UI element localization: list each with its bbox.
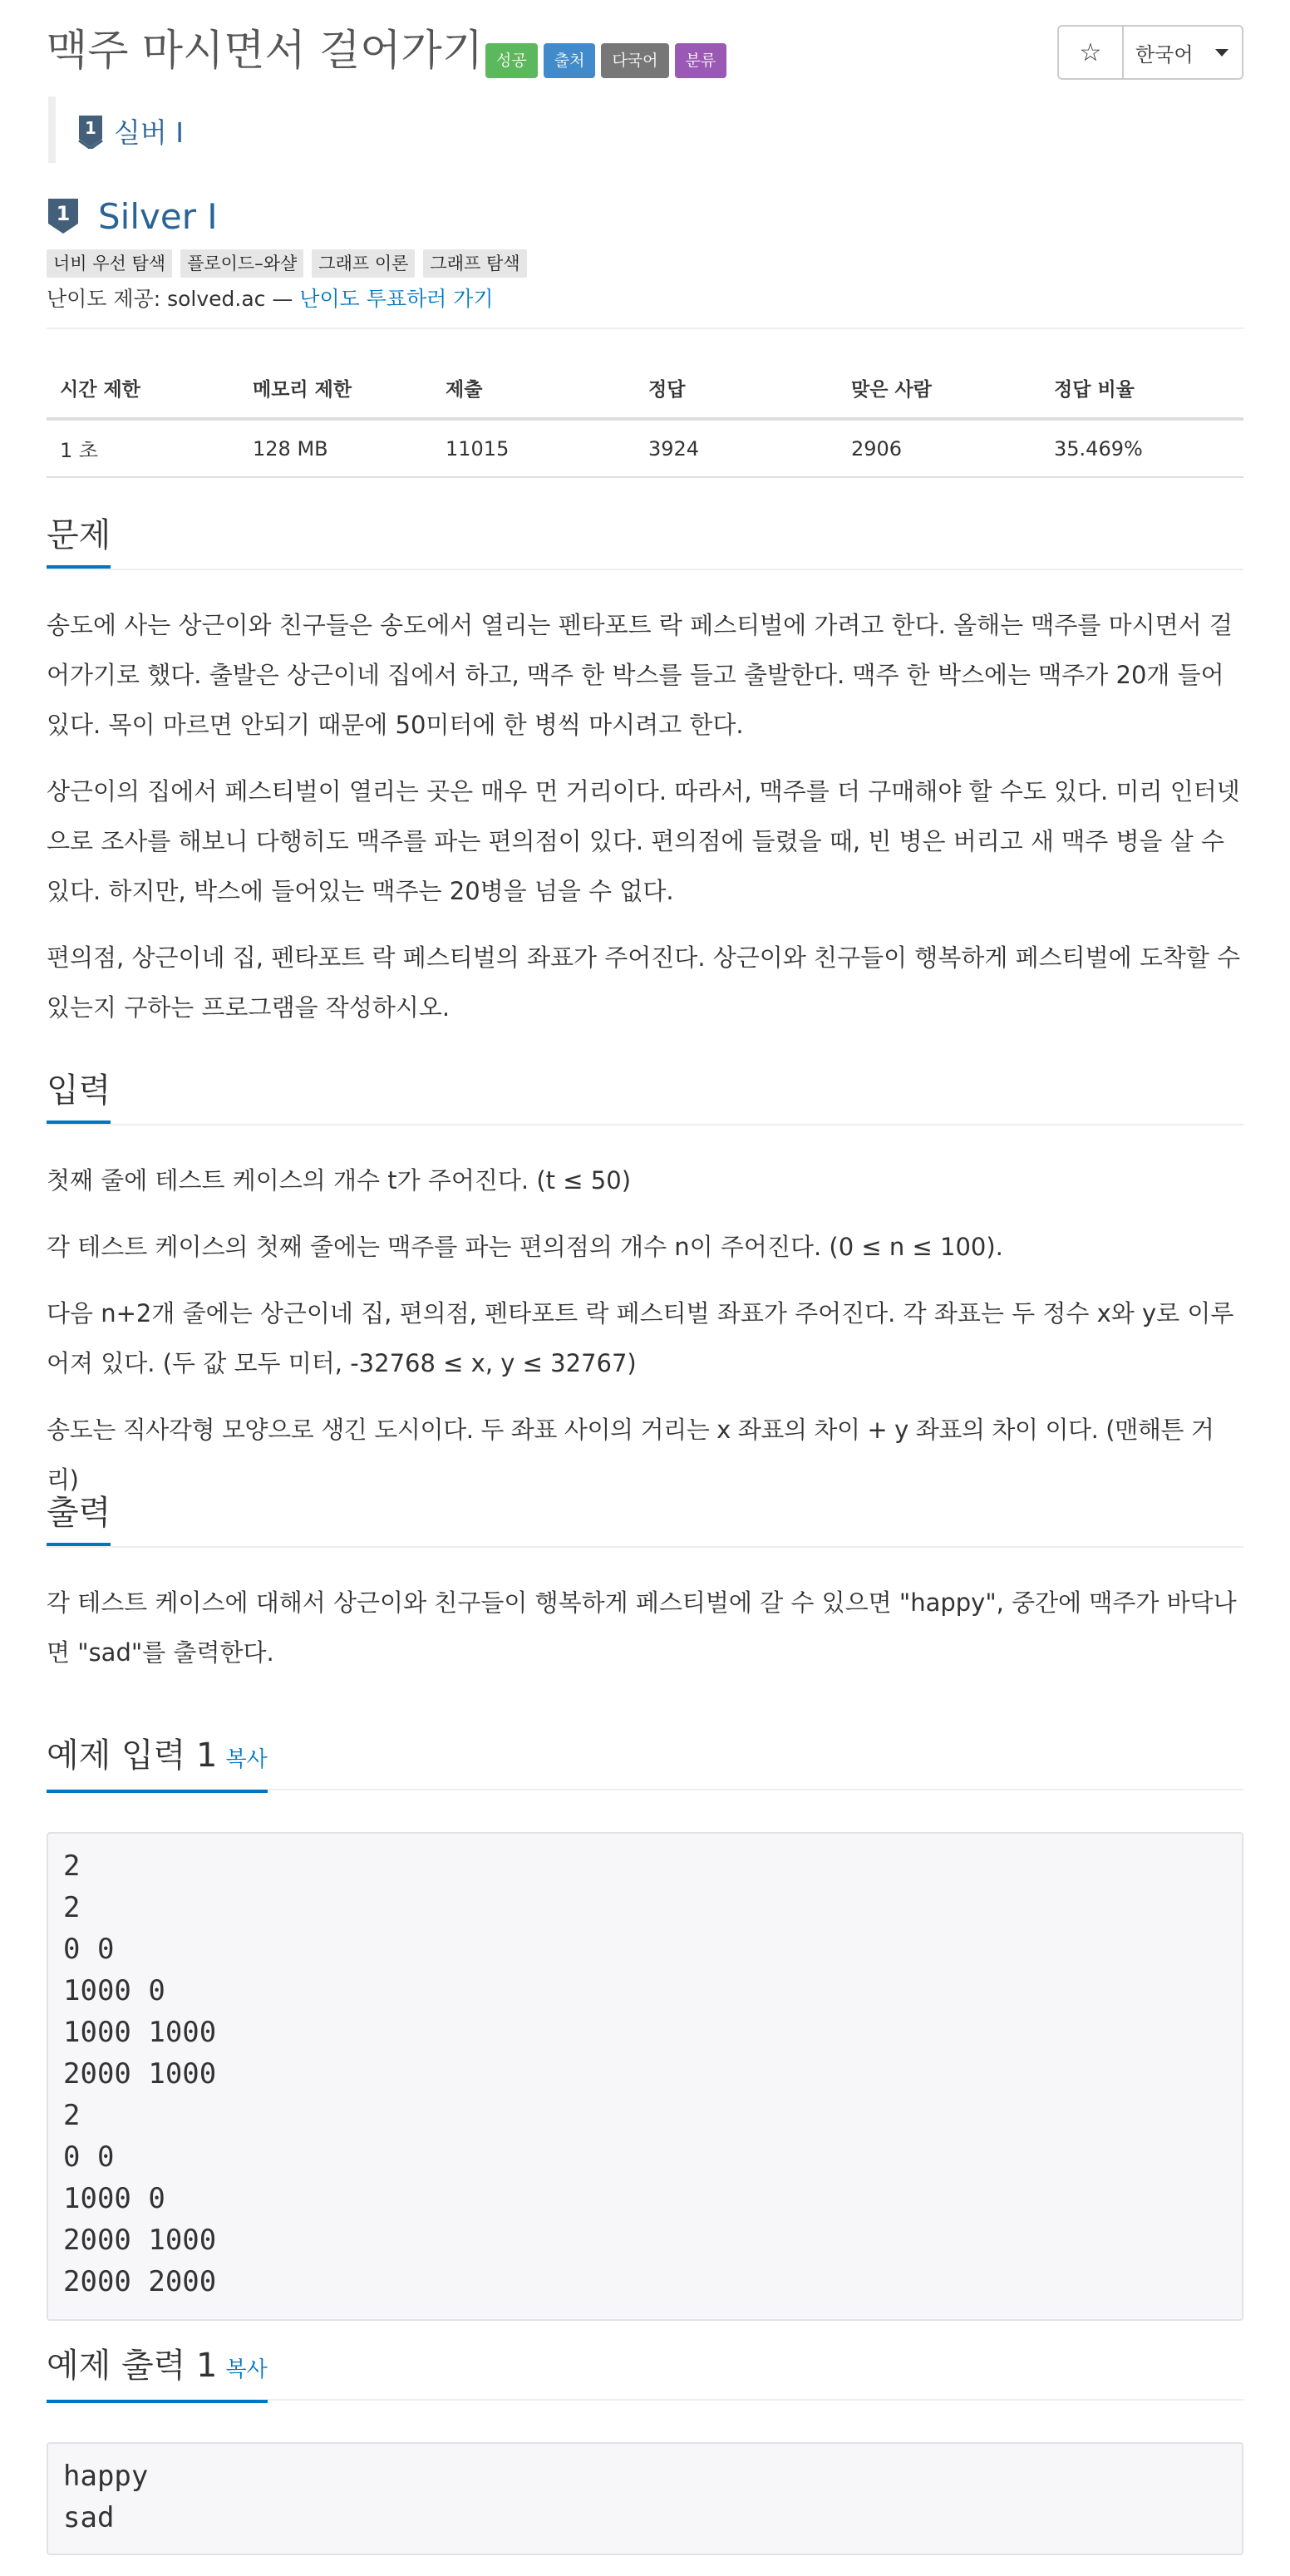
cell-memory-limit: 128 MB [239,419,432,477]
tag-graph-theory[interactable]: 그래프 이론 [312,249,415,278]
algorithm-tags [47,249,527,278]
svg-text:1: 1 [85,117,96,138]
header-submissions: 제출 [432,357,635,419]
sample-input-box[interactable]: 2 2 0 0 1000 0 1000 1000 2000 1000 2 0 0 1000 0 2000 1000 2000 2000 [47,1832,1243,2321]
cell-accepted: 3924 [635,419,838,477]
description-paragraph: 송도에 사는 상근이와 친구들은 송도에서 열리는 펜타포트 락 페스티벌에 가려고 한다. 올해는 맥주를 마시면서 걸어가기로 했다. 출발은 상근이네 집에서 하고, 맥주 한 박스를 들고 출발한다. 맥주 한 박스에는 맥주가 20개 들어있다. 목이 마르면 안되기 때문에 50미터에 한 병씩 마시려고 한다. [47,611,1233,739]
copy-button[interactable]: 복사 [225,2357,268,2382]
tier-heading [47,196,218,237]
sample-input-section [47,1729,1243,2321]
input-paragraph: 송도는 직사각형 모양으로 생긴 도시이다. 두 좌표 사이의 거리는 x 좌표의 차이 + y 좌표의 차이 이다. (맨해튼 거리) [47,1416,1214,1494]
divider [47,328,1243,329]
input-paragraph: 각 테스트 케이스의 첫째 줄에는 맥주를 파는 편의점의 개수 n이 주어진다. (0 ≤ n ≤ 100). [47,1233,1003,1261]
difficulty-vote-link[interactable]: 난이도 투표하러 가기 [299,287,494,311]
language-label: 한국어 [1135,42,1194,66]
problem-info-table [47,357,1243,478]
svg-text:1: 1 [56,201,71,225]
label-multilang[interactable]: 다국어 [601,43,668,78]
input-paragraph: 첫째 줄에 테스트 케이스의 개수 t가 주어진다. (t ≤ 50) [47,1166,632,1194]
header-solved-users: 맞은 사람 [838,357,1041,419]
output-section [47,1486,1243,1677]
cell-submissions: 11015 [432,419,635,477]
problem-title: 맥주 마시면서 걸어가기 [47,27,484,76]
header-accept-rate: 정답 비율 [1041,357,1243,419]
tier-quote-link[interactable]: 실버 I [114,116,184,149]
provider-text: 난이도 제공: solved.ac — [47,287,300,311]
difficulty-provider [47,283,494,313]
tier-quote [48,96,879,163]
output-title: 출력 [47,1490,111,1546]
sample-input-title: 예제 입력 1 [47,1736,218,1775]
language-dropdown[interactable] [1124,25,1243,80]
tier-silver-icon [47,197,80,237]
output-paragraph: 각 테스트 케이스에 대해서 상근이와 친구들이 행복하게 페스티벌에 갈 수 있으면 "happy", 중간에 맥주가 바닥나면 "sad"를 출력한다. [47,1588,1237,1667]
tier-name[interactable]: Silver I [98,196,218,237]
description-section [47,509,1243,1032]
favorite-button[interactable] [1057,25,1124,80]
header-time-limit: 시간 제한 [47,357,239,419]
cell-time-limit: 1 초 [47,419,239,477]
sample-output-title: 예제 출력 1 [47,2347,218,2385]
tier-silver-icon [77,114,107,149]
input-section [47,1064,1243,1505]
header-memory-limit: 메모리 제한 [239,357,432,419]
input-title: 입력 [47,1067,111,1124]
cell-accept-rate: 35.469% [1041,419,1243,477]
description-title: 문제 [47,512,111,569]
cell-solved-users: 2906 [838,419,1041,477]
table-header-row [47,357,1243,419]
label-success[interactable]: 성공 [485,43,538,78]
title-actions [1057,25,1243,80]
tag-bfs[interactable]: 너비 우선 탐색 [47,249,172,278]
description-paragraph: 상근이의 집에서 페스티벌이 열리는 곳은 매우 먼 거리이다. 따라서, 맥주를 더 구매해야 할 수도 있다. 미리 인터넷으로 조사를 해보니 다행히도 맥주를 파는 편의점이 있다. 편의점에 들렸을 때, 빈 병은 버리고 새 맥주 병을 살 수 있다. 하지만, 박스에 들어있는 맥주는 20병을 넘을 수 없다. [47,777,1240,905]
sample-output-section [47,2339,1243,2555]
label-source[interactable]: 출처 [544,43,596,78]
description-paragraph: 편의점, 상근이네 집, 펜타포트 락 페스티벌의 좌표가 주어진다. 상근이와 친구들이 행복하게 페스티벌에 도착할 수 있는지 구하는 프로그램을 작성하시오. [47,943,1241,1022]
input-paragraph: 다음 n+2개 줄에는 상근이네 집, 편의점, 펜타포트 락 페스티벌 좌표가 주어진다. 각 좌표는 두 정수 x와 y로 이루어져 있다. (두 값 모두 미터, -32768 ≤ x, y ≤ 32767) [47,1299,1234,1377]
tag-floyd-warshall[interactable]: 플로이드–와샬 [180,249,303,278]
star-icon: ☆ [1079,37,1102,67]
sample-output-heading [47,2342,268,2403]
header-accepted: 정답 [635,357,838,419]
label-category[interactable]: 분류 [675,43,727,78]
sample-output-box[interactable]: happy sad [47,2442,1243,2555]
problem-labels [485,43,726,78]
table-row [47,419,1243,477]
sample-input-heading [47,1732,268,1793]
title-row [47,25,1243,83]
tag-graph-traversal[interactable]: 그래프 탐색 [423,249,526,278]
chevron-down-icon [1215,49,1228,57]
copy-button[interactable]: 복사 [225,1747,268,1772]
